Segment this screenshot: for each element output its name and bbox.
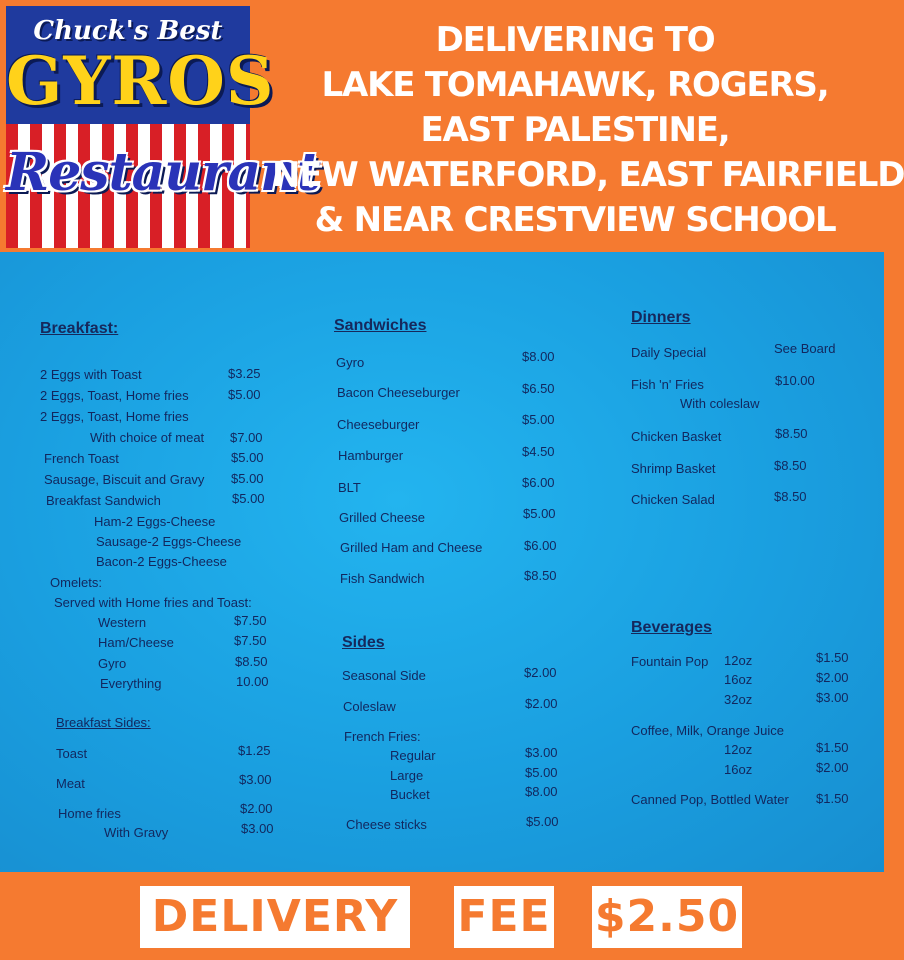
- logo-gyros: GYROS: [6, 42, 275, 120]
- menu-item-name: Meat: [56, 776, 85, 791]
- menu-item-name: French Fries:: [344, 729, 421, 744]
- menu-item-price: $3.00: [525, 745, 558, 760]
- sandwiches-section: [300, 252, 590, 872]
- delivery-line: EAST PALESTINE,: [420, 110, 730, 150]
- menu-item-price: $7.50: [234, 633, 267, 648]
- menu-item-price: $8.50: [235, 654, 268, 669]
- beverage-size: 16oz: [724, 672, 753, 687]
- beverage-size: 12oz: [724, 742, 753, 757]
- delivery-fee-price: $2.50: [592, 886, 742, 948]
- delivery-fee-banner: [0, 872, 884, 960]
- header-banner: [0, 0, 904, 252]
- menu-item-price: $6.00: [522, 475, 555, 490]
- menu-item-name: Home fries: [58, 806, 121, 821]
- menu-item-price: $2.00: [525, 696, 558, 711]
- beverage-size: 16oz: [724, 762, 753, 777]
- delivery-line: DELIVERING TO: [435, 20, 715, 60]
- menu-item-name: Hamburger: [338, 448, 404, 463]
- menu-item-name: French Toast: [44, 451, 119, 466]
- menu-item-name: With coleslaw: [680, 396, 760, 411]
- menu-item-price: $1.50: [816, 791, 849, 806]
- beverage-size: 12oz: [724, 653, 753, 668]
- menu-item-name: Bacon Cheeseburger: [337, 385, 460, 400]
- menu-item-price: $2.00: [816, 670, 849, 685]
- menu-item-price: $3.00: [816, 690, 849, 705]
- menu-item-name: Fish 'n' Fries: [631, 377, 704, 392]
- menu-item-name: Grilled Cheese: [339, 510, 425, 525]
- dinners-section: [590, 252, 884, 872]
- menu-item-price: $5.00: [231, 471, 264, 486]
- menu-item-price: $5.00: [523, 506, 556, 521]
- menu-item-name: Large: [390, 768, 424, 783]
- menu-item-price: See Board: [774, 341, 836, 356]
- menu-item-price: $8.50: [775, 426, 808, 441]
- menu-item-price: $5.00: [232, 491, 265, 506]
- beverage-label: Coffee, Milk, Orange Juice: [631, 723, 784, 738]
- dinners-heading: Dinners: [631, 309, 691, 326]
- menu-item-price: $2.00: [816, 760, 849, 775]
- menu-item-name: Chicken Basket: [631, 429, 722, 444]
- menu-item-price: $8.00: [525, 784, 558, 799]
- menu-item-name: Cheeseburger: [337, 417, 420, 432]
- menu-item-name: Ham/Cheese: [98, 635, 174, 650]
- menu-item-price: $8.50: [524, 568, 557, 583]
- menu-item-name: 2 Eggs with Toast: [40, 367, 142, 382]
- delivery-line: & NEAR CRESTVIEW SCHOOL: [314, 200, 836, 240]
- menu-item-name: Cheese sticks: [346, 817, 427, 832]
- restaurant-logo: [6, 6, 321, 248]
- menu-item-price: $1.25: [238, 743, 271, 758]
- menu-item-price: 10.00: [236, 674, 269, 689]
- menu-item-price: $3.25: [228, 366, 261, 381]
- menu-item-name: Western: [98, 615, 147, 630]
- menu-board: [0, 252, 884, 872]
- menu-item-price: $5.00: [228, 387, 261, 402]
- menu-item-name: With choice of meat: [90, 430, 205, 445]
- menu-item-price: $6.00: [524, 538, 557, 553]
- menu-item-name: Bacon-2 Eggs-Cheese: [96, 554, 227, 569]
- breakfast-heading: Breakfast:: [40, 320, 119, 337]
- logo-chucks-best: Chuck's Best: [33, 16, 223, 46]
- menu-item-price: $5.00: [526, 814, 559, 829]
- menu-item-price: $6.50: [522, 381, 555, 396]
- menu-item-name: Coleslaw: [343, 699, 396, 714]
- menu-item-name: Bucket: [390, 787, 430, 802]
- menu-item-name: BLT: [338, 480, 361, 495]
- menu-item-name: Shrimp Basket: [631, 461, 716, 476]
- menu-item-price: $2.00: [524, 665, 557, 680]
- menu-item-price: $2.00: [240, 801, 273, 816]
- delivery-areas-text: [272, 18, 904, 243]
- menu-item-price: $5.00: [522, 412, 555, 427]
- menu-item-price: $1.50: [816, 740, 849, 755]
- menu-item-name: Gyro: [336, 355, 365, 370]
- sandwiches-heading: Sandwiches: [334, 317, 427, 334]
- beverages-heading: Beverages: [631, 619, 712, 636]
- menu-item-name: With Gravy: [104, 825, 169, 840]
- menu-item-price: $1.50: [816, 650, 849, 665]
- menu-item-name: 2 Eggs, Toast, Home fries: [40, 388, 189, 403]
- fee-word: FEE: [454, 886, 554, 948]
- menu-item-name: Everything: [100, 676, 162, 691]
- menu-item-price: $3.00: [239, 772, 272, 787]
- menu-item-price: $4.50: [522, 444, 555, 459]
- omelets-subheading: Served with Home fries and Toast:: [54, 595, 252, 610]
- menu-item-name: 2 Eggs, Toast, Home fries: [40, 409, 189, 424]
- menu-item-name: Regular: [390, 748, 436, 763]
- menu-item-name: Ham-2 Eggs-Cheese: [94, 514, 216, 529]
- menu-item-price: $7.00: [230, 430, 263, 445]
- beverage-size: 32oz: [724, 692, 753, 707]
- menu-item-name: Grilled Ham and Cheese: [340, 540, 483, 555]
- menu-item-price: $5.00: [525, 765, 558, 780]
- breakfast-section: [0, 252, 300, 872]
- menu-item-name: Sausage-2 Eggs-Cheese: [96, 534, 242, 549]
- beverage-label: Fountain Pop: [631, 654, 709, 669]
- menu-item-price: $3.00: [241, 821, 274, 836]
- menu-item-name: Daily Special: [631, 345, 707, 360]
- menu-item-name: Seasonal Side: [342, 668, 426, 683]
- menu-item-price: $5.00: [231, 450, 264, 465]
- logo-restaurant: Restaurant: [6, 142, 321, 203]
- menu-item-name: Fish Sandwich: [340, 571, 425, 586]
- menu-item-price: $7.50: [234, 613, 267, 628]
- menu-item-name: Chicken Salad: [631, 492, 715, 507]
- beverage-label: Canned Pop, Bottled Water: [631, 792, 789, 807]
- delivery-line: LAKE TOMAHAWK, ROGERS,: [321, 65, 829, 105]
- menu-item-price: $8.50: [774, 458, 807, 473]
- sides-heading: Sides: [342, 634, 385, 651]
- menu-item-price: $10.00: [775, 373, 815, 388]
- menu-item-name: Breakfast Sandwich: [46, 493, 161, 508]
- omelets-heading: Omelets:: [50, 575, 103, 590]
- menu-item-name: Toast: [56, 746, 88, 761]
- delivery-word: DELIVERY: [140, 886, 410, 948]
- breakfast-sides-heading: Breakfast Sides:: [56, 715, 151, 730]
- delivery-line: NEW WATERFORD, EAST FAIRFIELD: [272, 155, 904, 195]
- menu-item-name: Sausage, Biscuit and Gravy: [44, 472, 205, 487]
- menu-item-price: $8.00: [522, 349, 555, 364]
- menu-item-price: $8.50: [774, 489, 807, 504]
- menu-item-name: Gyro: [98, 656, 127, 671]
